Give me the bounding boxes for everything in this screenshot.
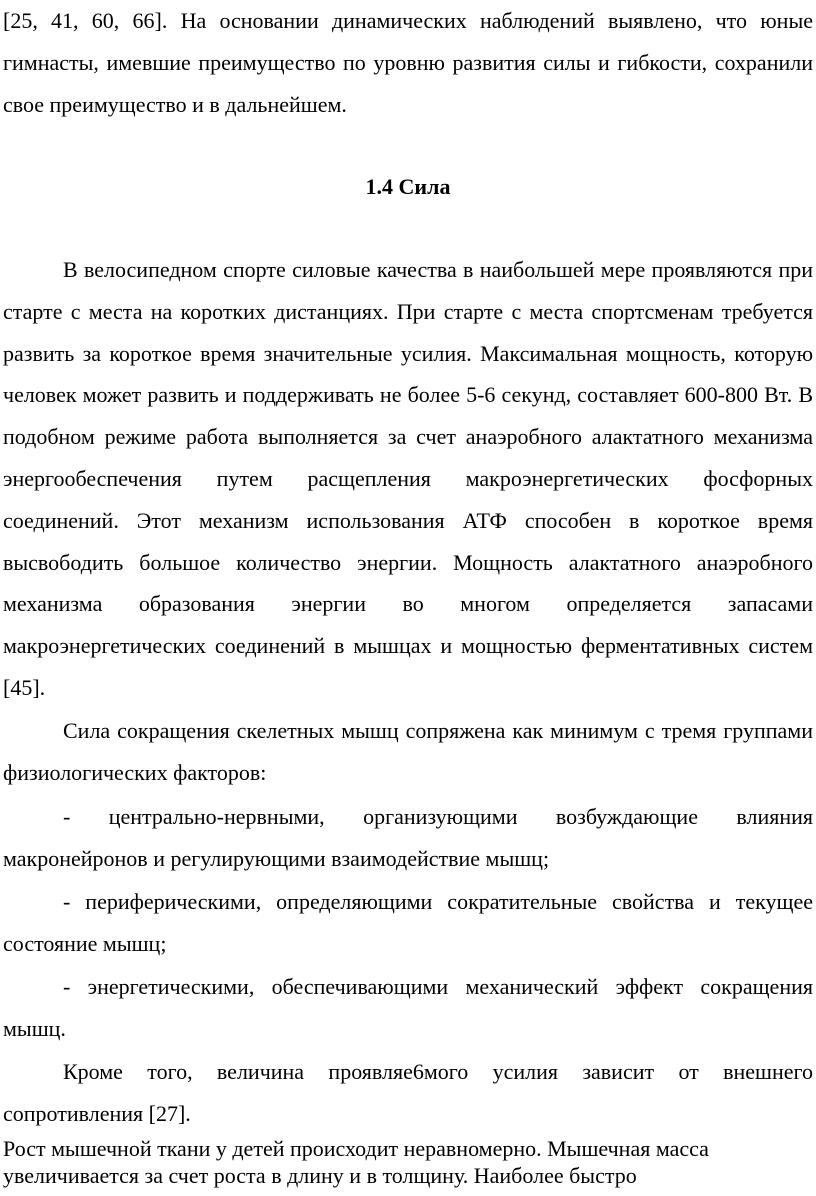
paragraph-sila: Сила сокращения скелетных мышц сопряжена как минимум с тремя группами физиологических факторов: — [3, 718, 813, 785]
paragraph-tail: Рост мышечной ткани у детей происходит неравномерно. Мышечная масса увеличивается за счет роста в длину и в толщину. Наиболее быстро — [3, 1136, 709, 1188]
paragraph-velosport: В велосипедном спорте силовые качества в наибольшей мере проявляются при старте с места на коротких дистанциях. При старте с места спортсменам требуется развить за короткое время значительные усилия. Максимальная мощность, которую человек может развить и поддерживать не более 5-6 секунд, составляет 600-800 Вт. В подобном режиме работа выполняется за счет анаэробного алактатного механизма энергообеспечения путем расщепления макроэнергетических фосфорных соединений. Этот механизм использования АТФ способен в короткое время высвободить большое количество энергии. Мощность алактатного анаэробного механизма образования энергии во многом определяется запасами макроэнергетических соединений в мышцах и мощностью ферментативных систем [45]. — [3, 257, 813, 700]
paragraph-intro: [25, 41, 60, 66]. На основании динамических наблюдений выявлено, что юные гимнасты, имевшие преимущество по уровню развития силы и гибкости, сохранили свое преимущество и в дальнейшем. — [3, 8, 813, 117]
section-heading: 1.4 Сила — [365, 174, 451, 199]
paragraph-krome: Кроме того, величина проявляе6мого усилия зависит от внешнего сопротивления [27]. — [3, 1059, 813, 1126]
list-item-central-nervous: - центрально-нервными, организующими возбуждающие влияния макронейронов и регулирующими взаимодействие мышц; — [3, 804, 813, 871]
list-item-energetic: - энергетическими, обеспечивающими механический эффект сокращения мышц. — [3, 974, 813, 1041]
list-item-peripheral: - периферическими, определяющими сократительные свойства и текущее состояние мышц; — [3, 889, 813, 956]
